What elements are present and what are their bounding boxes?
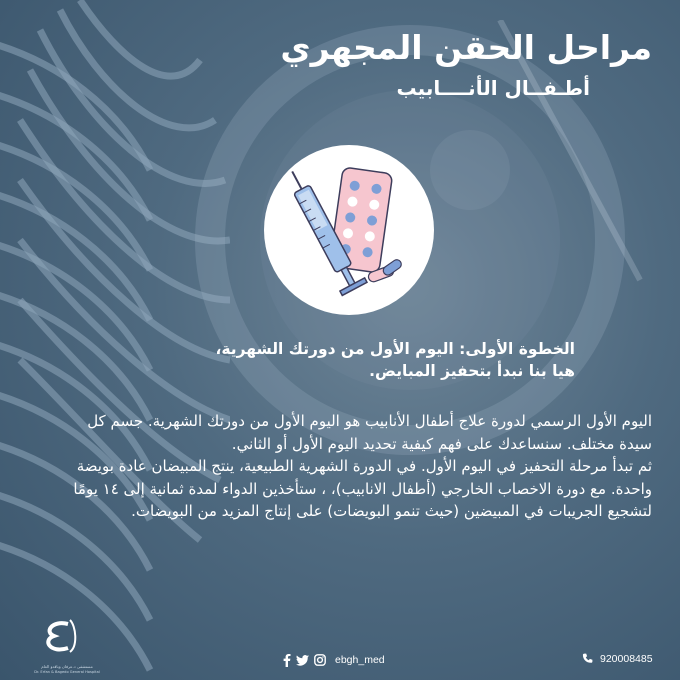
page-subtitle: أطـفــال الأنــــابيب xyxy=(396,76,590,100)
step-heading xyxy=(105,338,575,382)
twitter-icon[interactable] xyxy=(296,655,309,666)
phone-contact xyxy=(582,653,653,665)
phone-number[interactable]: 920008485 xyxy=(600,653,653,665)
step-heading-line2: هيا بنا نبدأ بتحفيز المبايض. xyxy=(369,362,575,380)
body-text xyxy=(52,410,652,523)
social-handle[interactable]: ebgh_med xyxy=(335,654,385,666)
facebook-icon[interactable] xyxy=(283,654,291,667)
hospital-logo xyxy=(40,616,80,656)
instagram-icon[interactable] xyxy=(314,654,326,666)
medication-illustration xyxy=(264,145,434,315)
hospital-name-en: Dr. Erfan & Bagedo General Hospital xyxy=(34,670,100,674)
step-heading-line1: الخطوة الأولى: اليوم الأول من دورتك الشهرية، xyxy=(215,340,575,358)
page-title: مراحل الحقن المجهري xyxy=(280,28,652,67)
hospital-name-ar: مستشفى د.عرفان وباقدو العام xyxy=(41,664,93,669)
body-paragraph-2: ثم تبدأ مرحلة التحفيز في اليوم الأول. في الدورة الشهرية الطبيعية، ينتج المبيضان عادة بويضة واحدة. مع دورة الاخصاب الخارجي (أطفال الانابيب)، ، ستأخذين الدواء لمدة ثمانية إلى ١٤ يومًا لتشجيع الجريبات في المبيضين (حيث تنمو البويضات) على إنتاج المزيد من البويضات. xyxy=(73,457,652,520)
body-paragraph-1: اليوم الأول الرسمي لدورة علاج أطفال الأنابيب هو اليوم الأول من دورتك الشهرية. جسم كل سيدة مختلف. سنساعدك على فهم كيفية تحديد اليوم الأول أو الثاني. xyxy=(87,412,652,453)
phone-icon xyxy=(582,653,594,665)
social-links xyxy=(283,653,385,667)
